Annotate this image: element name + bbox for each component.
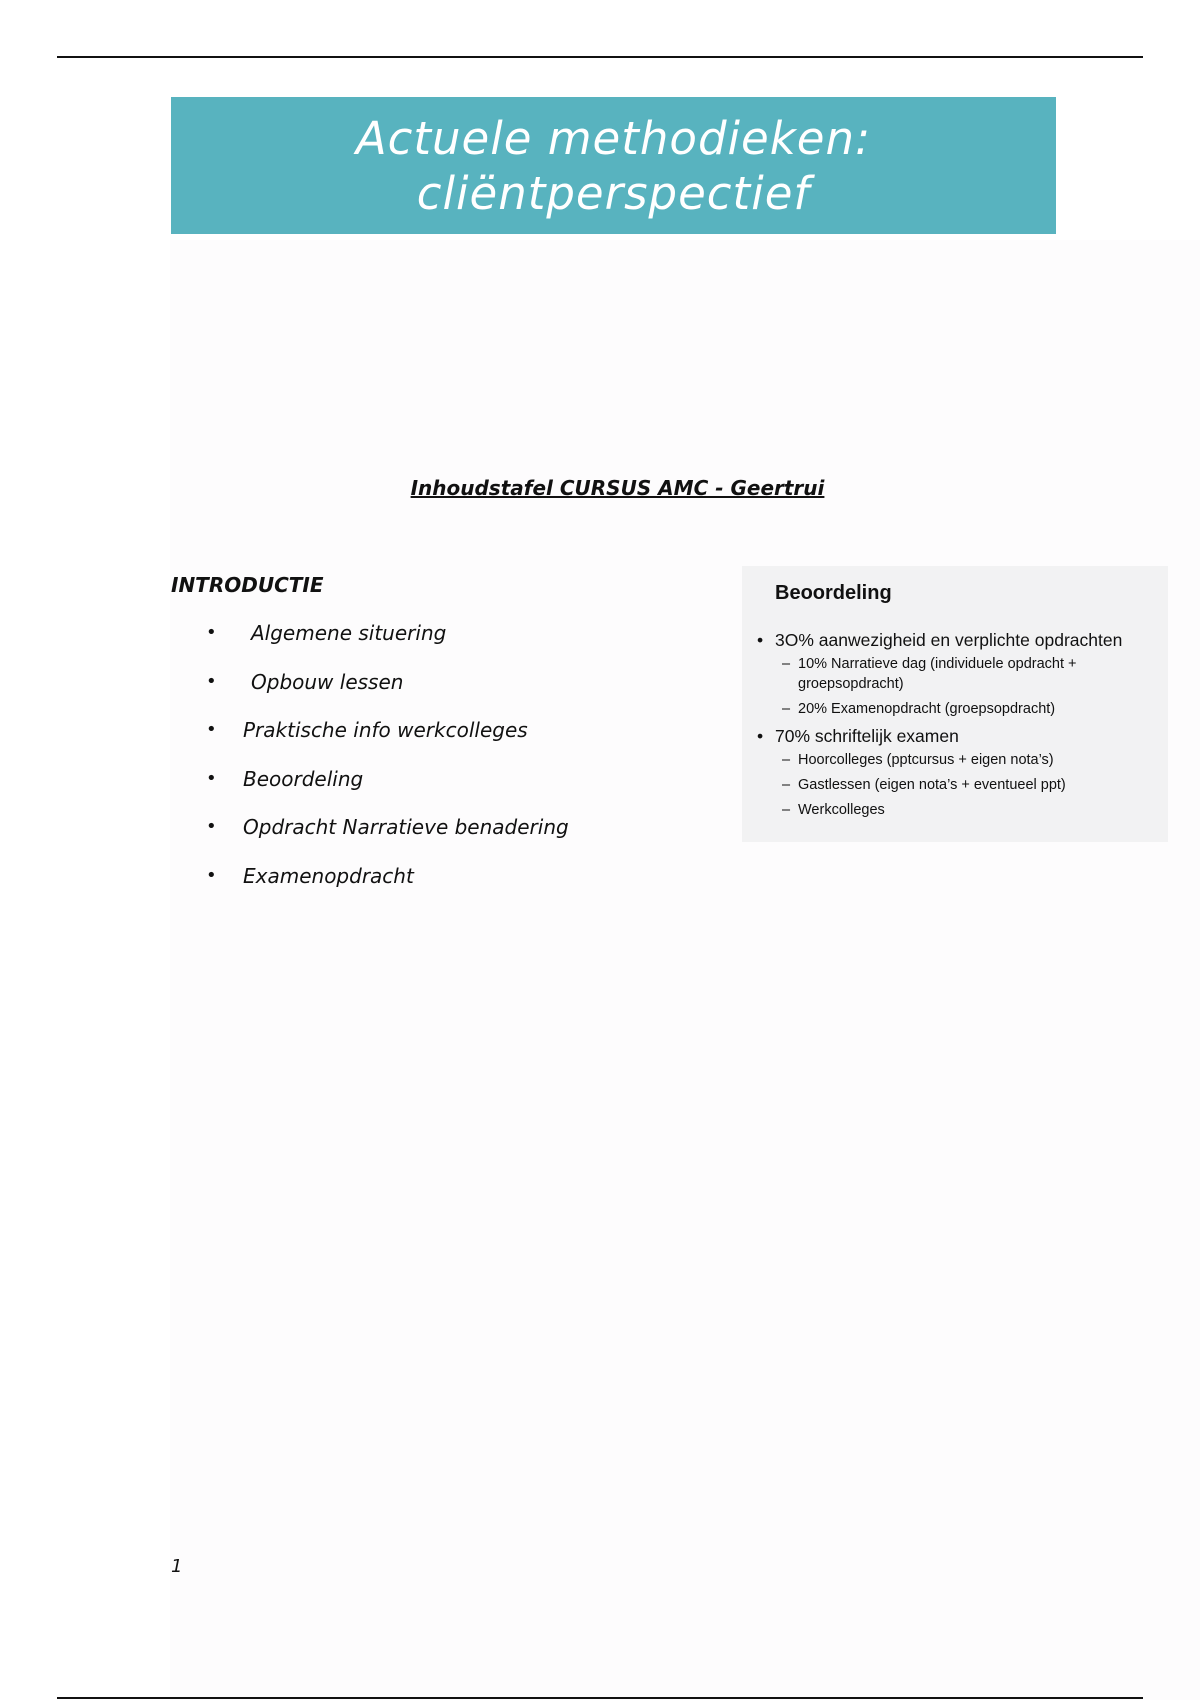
slide-point xyxy=(754,628,1164,652)
toc-item-label: Beoordeling xyxy=(243,766,364,791)
toc-item-label: Algemene situering xyxy=(251,621,447,645)
slide-subpoint-text: Gastlessen (eigen nota’s + eventueel ppt) xyxy=(798,777,1066,793)
bullet-icon: • xyxy=(206,767,217,789)
header-rule xyxy=(57,56,1143,58)
slide-subpoint xyxy=(754,654,1164,694)
section-heading: INTRODUCTIE xyxy=(171,573,324,597)
slide-subpoint xyxy=(754,800,1164,820)
dash-icon: – xyxy=(782,802,791,818)
toc-item-label: Praktische info werkcolleges xyxy=(243,718,528,742)
bullet-icon: • xyxy=(206,622,217,643)
slide-subpoint-text: 10% Narratieve dag (individuele opdracht + groepsopdracht) xyxy=(798,656,1077,692)
slide-point-text: 70% schriftelijk examen xyxy=(775,726,959,746)
toc-title: Inhoudstafel CURSUS AMC - Geertrui xyxy=(410,476,825,500)
toc-item-label: Opdracht Narratieve benadering xyxy=(243,815,569,839)
slide-point xyxy=(754,724,1164,748)
slide-point-text: 3O% aanwezigheid en verplichte opdrachten xyxy=(775,630,1123,650)
banner-title-line-1: Actuele methodieken: xyxy=(355,111,872,165)
beoordeling-slide-image xyxy=(742,566,1168,842)
banner-title-line-2: cliëntperspectief xyxy=(416,166,811,220)
bullet-icon: • xyxy=(206,816,217,837)
slide-title: Beoordeling xyxy=(775,582,892,604)
bullet-icon: • xyxy=(757,726,764,746)
page-background xyxy=(170,240,1200,1700)
bullet-icon: • xyxy=(206,719,217,740)
toc-item-label: Opbouw lessen xyxy=(251,669,404,694)
dash-icon: – xyxy=(782,752,791,768)
title-banner xyxy=(171,97,1056,234)
dash-icon: – xyxy=(782,701,791,717)
slide-bullet-list xyxy=(754,628,1164,825)
dash-icon: – xyxy=(782,777,791,793)
slide-subpoint-text: 20% Examenopdracht (groepsopdracht) xyxy=(798,701,1056,717)
bullet-icon: • xyxy=(206,864,217,886)
footer-rule xyxy=(57,1697,1143,1699)
toc-item-label: Examenopdracht xyxy=(243,863,414,888)
bullet-icon: • xyxy=(757,630,764,650)
slide-subpoint xyxy=(754,699,1164,719)
dash-icon: – xyxy=(782,656,791,672)
slide-subpoint-text: Werkcolleges xyxy=(798,802,885,818)
slide-subpoint xyxy=(754,775,1164,795)
page-number: 1 xyxy=(171,1556,183,1577)
slide-subpoint xyxy=(754,750,1164,770)
bullet-icon: • xyxy=(206,670,217,692)
slide-subpoint-text: Hoorcolleges (pptcursus + eigen nota’s) xyxy=(798,752,1054,768)
